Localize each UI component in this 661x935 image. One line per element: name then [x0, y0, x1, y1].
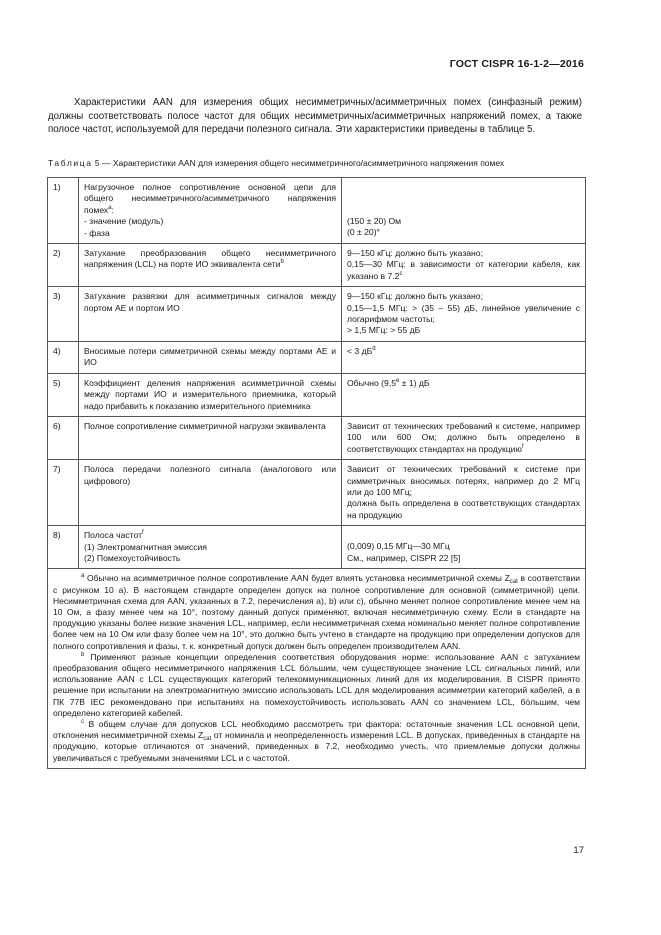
table-row — [48, 178, 586, 244]
row-description: Полоса передачи полезного сигнала (аналогового или цифрового) — [79, 460, 342, 526]
row-value: (0,009) 0,15 МГц—30 МГц См., например, CISPR 22 [5] — [342, 526, 586, 569]
row-description: Коэффициент деления напряжения асимметричной схемы между портами ИО и измерительного приемника, который надо прибавить к показанию измерительного приемника — [79, 373, 342, 416]
table-caption — [48, 158, 588, 168]
row-value: 9—150 кГц: должно быть указано; 0,15—1,5 МГц: > (35 – 55) дБ, линейное увеличение с логарифмом частоты; > 1,5 МГц: > 55 дБ — [342, 287, 586, 342]
row-number: 7) — [48, 460, 79, 526]
row-number: 1) — [48, 178, 79, 244]
row-description: Полное сопротивление симметричной нагрузки эквивалента — [79, 416, 342, 459]
row-description: Затухание преобразования общего несимметричного напряжения (LCL) на порте ИО эквивалента сети$^b$ — [79, 244, 342, 287]
row-value: (150 ± 20) Ом (0 ± 20)° — [342, 178, 586, 244]
table-row — [48, 341, 586, 373]
row-number: 2) — [48, 244, 79, 287]
table-row — [48, 416, 586, 459]
row-value: Зависит от технических требований к системе, например 100 или 600 Ом; должно быть определено в соответствующих стандартах на продукцию$^f$ — [342, 416, 586, 459]
row-number: 5) — [48, 373, 79, 416]
document-header: ГОСТ CISPR 16-1-2—2016 — [449, 58, 584, 70]
row-value: < 3 $дБ^d$ — [342, 341, 586, 373]
row-description: Вносимые потери симметричной схемы между портами АЕ и ИО — [79, 341, 342, 373]
row-value: Обычно (9,5$^e$ ± 1) дБ — [342, 373, 586, 416]
table-row — [48, 244, 586, 287]
table-row — [48, 526, 586, 569]
page-number: 17 — [573, 845, 584, 856]
note-c: $^c$ В общем случае для допусков LCL необходимо рассмотреть три фактора: остаточные значения LCL основной цепи, отклонения несимметричной схемы $Z_{cat}$ от номинала и неопределенность измерения LCL. В допусках, приведенных в стандарте на продукцию, которые отличаются от значений, приведенных в 7.2, необходимо учесть, что приемлемые допуски должны увеличиваться с требуемыми значениями LCL и с частотой. — [53, 719, 580, 763]
note-b: $^b$ Применяют разные концепции определения соответствия оборудования норме: использование AAN с затуханием преобразования общего несимметричного напряжения LCL бо́льшим, чем существующее значение LCL сигнальных линий, или использование AAN с LCL существующих категорий телекоммуникационных линий для их моделирования. В CISPR принято решение при испытании на электромагнитную эмиссию использовать LCL для моделирования асимметрии категорий кабелей, а в ПК 77В IEC рекомендовано при испытаниях на помехоустойчивость использовать AAN со значением LCL, бо́льшим, чем определено категорией кабелей. — [53, 651, 580, 718]
row-number: 4) — [48, 341, 79, 373]
row-description: Полоса частот$^f$ (1) Электромагнитная эмиссия (2) Помехоустойчивость — [79, 526, 342, 569]
table-caption-text: 5 — Характеристики AAN для измерения общего несимметричного/асимметричного напряжения помех — [94, 158, 505, 168]
intro-paragraph: Характеристики AAN для измерения общих несимметричных/асимметричных помех (синфазный режим) должны соответствовать полосе частот для общих несимметричных/асимметричных напряжений помех, а также полосе частот, используемой для передачи полезного сигнала. Эти характеристики приведены в таблице 5. — [48, 97, 582, 136]
table-caption-label: Таблица — [48, 158, 93, 168]
table-notes-row — [48, 569, 586, 768]
characteristics-table — [47, 177, 586, 769]
row-number: 8) — [48, 526, 79, 569]
table-notes — [48, 569, 586, 768]
note-a: $^a$ Обычно на асимметричное полное сопротивление AAN будет влиять установка несимметричной схемы $Z_{cat}$ в соответствии с рисунком 10 а). В настоящем стандарте определен допуск на полное сопротивление для основной (симметричной) цепи. Несимметричная схема для AAN, указанных в 7.2, перечисления а), b) или с), обычно меняет полное сопротивление менее чем на 10 Ом, а фазу менее чем на 10°, поэтому данный допуск применяют, включая несимметричную схему. Если в стандарте на продукцию указаны более низкие значения LCL, например, если несимметричная схема номинально меняет полное сопротивление более чем на 10 Ом или фазу более чем на 10°, это должно быть учтено в стандарте на продукцию при определении допусков для полного сопротивления и фазы, т. к. конкретный допуск должен быть определен производителем AAN. — [53, 573, 580, 651]
table-row — [48, 373, 586, 416]
row-description: Затухание развязки для асимметричных сигналов между портом АЕ и портом ИО — [79, 287, 342, 342]
row-description: Нагрузочное полное сопротивление основной цепи для общего несимметричного/асимметричного напряжения помех$^a$: - значение (модуль) - фаза — [79, 178, 342, 244]
row-number: 3) — [48, 287, 79, 342]
row-number: 6) — [48, 416, 79, 459]
row-value: 9—150 кГц: должно быть указано; 0,15—30 МГц: в зависимости от категории кабеля, как указано в 7.2$^c$ — [342, 244, 586, 287]
row-value: Зависит от технических требований к системе при симметричных вносимых потерях, например до 2 МГц или до 100 МГц; должна быть определена в соответствующих стандартах на продукцию — [342, 460, 586, 526]
table-row — [48, 287, 586, 342]
table-row — [48, 460, 586, 526]
